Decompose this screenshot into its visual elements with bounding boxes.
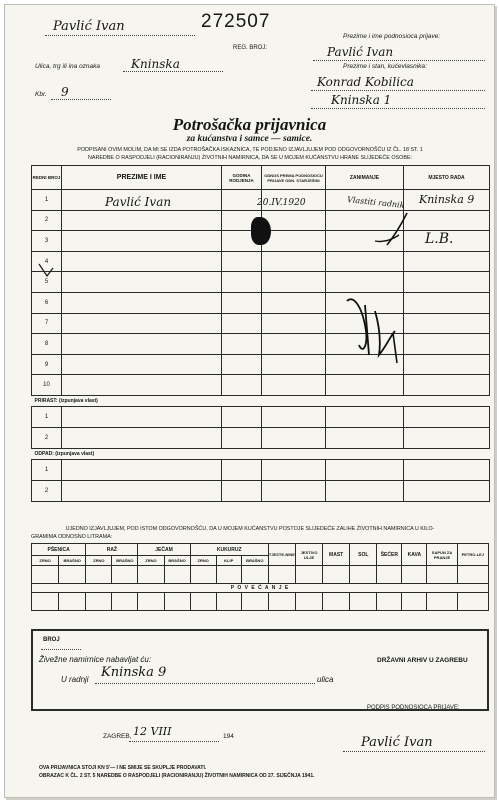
household-row-cell [62,272,222,293]
year-label: 194 [223,733,234,740]
stock-value-cell [268,593,295,611]
household-row-cell [262,231,326,252]
registration-number-stamp: 272507 [201,11,271,32]
signature-handwritten: Pavlić Ivan [361,735,433,750]
household-row-cell [262,292,326,313]
household-row-cell [262,210,326,231]
stock-value-cell [427,566,457,584]
row1-year-handwritten: 20.IV.1920 [257,198,306,208]
household-row-cell [62,210,222,231]
footer-note-price: OVA PRIJAVNICA STOJI KN 5'— I NE SMIJE SE SKUPLJE PRODAVATI. [39,765,207,771]
prirast-row-cell [62,427,222,448]
landlord-address-handwritten: Kninska 1 [331,93,392,107]
odpad-header [32,448,490,459]
stock-value-cell [112,566,138,584]
prirast-header [32,395,490,406]
household-row-number: 7 [32,313,62,334]
header-birth-year: GODINA RODJENJA [222,166,262,190]
applicant-name-handwritten: Pavlić Ivan [53,19,125,34]
stock-sub-header-cell: BRAŠNO [59,556,86,566]
stock-value-cell [377,593,402,611]
group-coffee: KAVA [402,544,427,566]
household-row-cell [326,375,404,396]
household-row-number: 10 [32,375,62,396]
household-row-number: 1 [32,190,62,211]
header-serial: REDNI BROJ [32,166,62,190]
household-row-cell [262,313,326,334]
shop-line [95,683,315,684]
box-number-line [41,649,81,650]
household-row-cell [404,375,490,396]
stock-value-cell [190,566,216,584]
stock-value-cell [138,593,164,611]
stock-value-cell [32,566,59,584]
odpad-row-cell [222,480,262,501]
prirast-row-cell [326,406,404,427]
odpad-row-cell [404,459,490,480]
odpad-row-cell [62,459,222,480]
prirast-row-cell [222,406,262,427]
household-row-number: 9 [32,354,62,375]
stock-value-cell [377,566,402,584]
stock-value-cell [402,593,427,611]
household-row-cell [262,272,326,293]
group-sugar: ŠEĆER [377,544,402,566]
prirast-row-cell [404,406,490,427]
stock-value-cell [457,566,488,584]
submitter-handwritten: Pavlić Ivan [327,45,394,59]
stock-values-row [32,566,489,584]
date-line [129,741,219,742]
household-row-cell [62,334,222,355]
group-lard: MAST [323,544,350,566]
header-workplace: MJESTO RADA [404,166,490,190]
odpad-label: ODPAD: (izpunjava vlast) [32,448,490,459]
stock-value-cell [138,566,164,584]
povecanje-label: P O V E Ć A N J E [32,584,489,593]
initials-handwritten: L.B. [425,231,454,247]
prirast-row-cell [326,427,404,448]
stock-value-cell [295,566,322,584]
stock-sub-header-cell: BRAŠNO [112,556,138,566]
row1-name-handwritten: Pavlić Ivan [105,195,172,209]
prirast-row [32,427,490,448]
odpad-row-cell [326,480,404,501]
header-name: PREZIME I IME [62,166,222,190]
household-row-cell [222,375,262,396]
household-row-cell [62,231,222,252]
odpad-row-cell [262,480,326,501]
stock-value-cell [216,566,241,584]
shop-assignment-box [31,629,489,711]
stock-value-cell [112,593,138,611]
odpad-row-cell [262,459,326,480]
group-rye: RAŽ [86,544,138,556]
stock-value-cell [350,566,377,584]
stock-value-cell [86,593,112,611]
footer-note-regulation: OBRAZAC K ČL. 2 ST. 5 NAREDBE O RASPODJELI (RACIONIRANJU) ŽIVOTNIH NAMIRNICA OD 27. SIJEČNJA 1941. [39,773,315,779]
stock-value-cell [59,593,86,611]
odpad-row-number: 2 [32,480,62,501]
group-soap: SAPUN ZA PRANJE [427,544,457,566]
form-subtitle: za kućanstva i samce — samice. [186,134,313,144]
household-row-cell [62,375,222,396]
prirast-row [32,406,490,427]
stock-group-header [32,544,489,556]
stock-sub-header-cell: ZRNO [86,556,112,566]
household-row-cell [262,375,326,396]
stock-value-cell [86,566,112,584]
household-row-cell [262,334,326,355]
household-row-number: 5 [32,272,62,293]
shop-intro-label: Živežne namirnice nabavljat ću: [39,655,152,664]
date-handwritten: 12 VIII [133,725,172,738]
form-title: Potrošačka prijavnica [172,115,327,134]
stock-increase-row [32,593,489,611]
stock-value-cell [164,566,190,584]
ink-stain [251,217,271,245]
form-paper [4,4,495,798]
prirast-row-cell [262,406,326,427]
stock-value-cell [350,593,377,611]
shop-handwritten: Kninska 9 [101,665,167,680]
stock-sub-header-cell: BRAŠNO [241,556,268,566]
strike-through-marks [335,205,495,375]
submitter-line [313,60,485,61]
odpad-row-cell [222,459,262,480]
stock-value-cell [164,593,190,611]
household-row-cell [62,313,222,334]
row1-occupation-handwritten: Vlastiti radnik [346,195,405,210]
household-row-cell [222,272,262,293]
stock-value-cell [427,593,457,611]
archive-stamp: DRŽAVNI ARHIV U ZAGREBU [377,657,468,664]
landlord-label: Prezime i stan, kućevlasnika: [343,63,427,70]
stock-value-cell [323,593,350,611]
stock-declaration-line-1: UJEDNO IZJAVLJUJEM, POD ISTOM ODGOVORNOŠĆU, DA U MOJEM KUĆANSTVU POSTOJE SLIJEDEĆE ZALIHE ŽIVOTNIH NAMIRNICA U KILO- [65,526,435,532]
stock-sub-header-cell: ZRNO [190,556,216,566]
stock-sub-header-cell: KLIP [216,556,241,566]
signature-line [343,751,485,752]
household-row-cell [62,354,222,375]
declaration-line-2: NAREDBE O RASPODJELI (RACIONIRANJU) ŽIVOTNIH NAMIRNICA, DA SE U MOJEM KUĆANSTVU HRANE SLIJEDEĆE OSOBE: [87,155,413,161]
prirast-row-cell [404,427,490,448]
group-barley: JEČAM [138,544,190,556]
prirast-row-cell [222,427,262,448]
stock-value-cell [216,593,241,611]
household-row-number: 4 [32,251,62,272]
stock-value-cell [241,593,268,611]
stock-value-cell [323,566,350,584]
street-handwritten: Kninska [131,57,180,71]
stock-value-cell [295,593,322,611]
stock-value-cell [402,566,427,584]
box-number-label: BROJ [43,637,60,643]
zagreb-label: ZAGREB, [103,733,132,740]
household-row-cell [262,354,326,375]
stock-declaration-line-2: GRAMIMA ODNOSNO LITRAMA: [31,534,113,540]
landlord-handwritten: Konrad Kobilica [317,75,414,89]
household-row-cell [222,190,262,211]
shop-label: U radnji [61,675,89,684]
household-row-cell [262,251,326,272]
house-number-line [51,99,111,100]
household-row [32,375,490,396]
submitter-label: Prezime i ime podnosioca prijave: [343,33,441,40]
group-wheat: PŠENICA [32,544,86,556]
household-table-header [32,166,490,190]
odpad-row [32,459,490,480]
prirast-row-number: 1 [32,406,62,427]
row1-workplace-handwritten: Kninska 9 [419,193,475,206]
row4-check-mark [35,260,65,280]
stock-sub-header-cell: ZRNO [32,556,59,566]
name-line [45,35,195,36]
reg-number-label: REG. BROJ: [233,45,268,51]
household-row-cell [62,251,222,272]
household-row-cell [222,334,262,355]
house-number-label: Kbr. [35,91,47,98]
group-corn: KUKURUZ [190,544,268,556]
prirast-row-number: 2 [32,427,62,448]
household-row-cell [222,313,262,334]
house-number-handwritten: 9 [61,85,69,99]
street-line [123,71,223,72]
stock-value-cell [241,566,268,584]
stock-value-cell [59,566,86,584]
header-relation: ODNOS PREMA PODNOSIOCU PRIJAVE ODN. STARJEŠINI [262,166,326,190]
prirast-label: PRIRAST: (izpunjava vlast) [32,395,490,406]
shop-street-label: ulica [317,675,334,684]
odpad-row-cell [62,480,222,501]
household-row-cell [222,251,262,272]
group-oil: JESTIVO ULJE [295,544,322,566]
header-occupation: ZANIMANJE [326,166,404,190]
stock-value-cell [457,593,488,611]
odpad-row-cell [404,480,490,501]
landlord-line [311,90,485,91]
prirast-row-cell [262,427,326,448]
stock-value-cell [268,566,295,584]
odpad-row [32,480,490,501]
household-row-cell [222,354,262,375]
declaration-line-1: PODPISANI OVIM MOLIM, DA MI SE IZDA POTROŠAČKA ISKAZNICA, TE PODJENO IZJAVLJUJEM POD ODGOVORNOŠĆU IZ ČL. 18 ST. 1 [77,147,423,153]
household-row-cell [222,292,262,313]
stock-value-cell [190,593,216,611]
group-pasta: TJESTE-NINE [268,544,295,566]
household-row-number: 2 [32,210,62,231]
prirast-row-cell [62,406,222,427]
signature-label: PODPIS PODNOSIOCA PRIJAVE: [367,705,460,711]
povecanje-row [32,584,489,593]
stock-sub-header-cell: ZRNO [138,556,164,566]
landlord-address-line [311,108,485,109]
household-row-number: 6 [32,292,62,313]
group-petroleum: PETRO-LEJ [457,544,488,566]
group-salt: SOL [350,544,377,566]
odpad-row-cell [326,459,404,480]
household-row-cell [62,292,222,313]
street-label: Ulica, trg ili ina oznaka [35,63,101,70]
household-row-number: 8 [32,334,62,355]
odpad-row-number: 1 [32,459,62,480]
stock-table [31,543,489,611]
stock-sub-header-cell: BRAŠNO [164,556,190,566]
stock-value-cell [32,593,59,611]
household-row-number: 3 [32,231,62,252]
